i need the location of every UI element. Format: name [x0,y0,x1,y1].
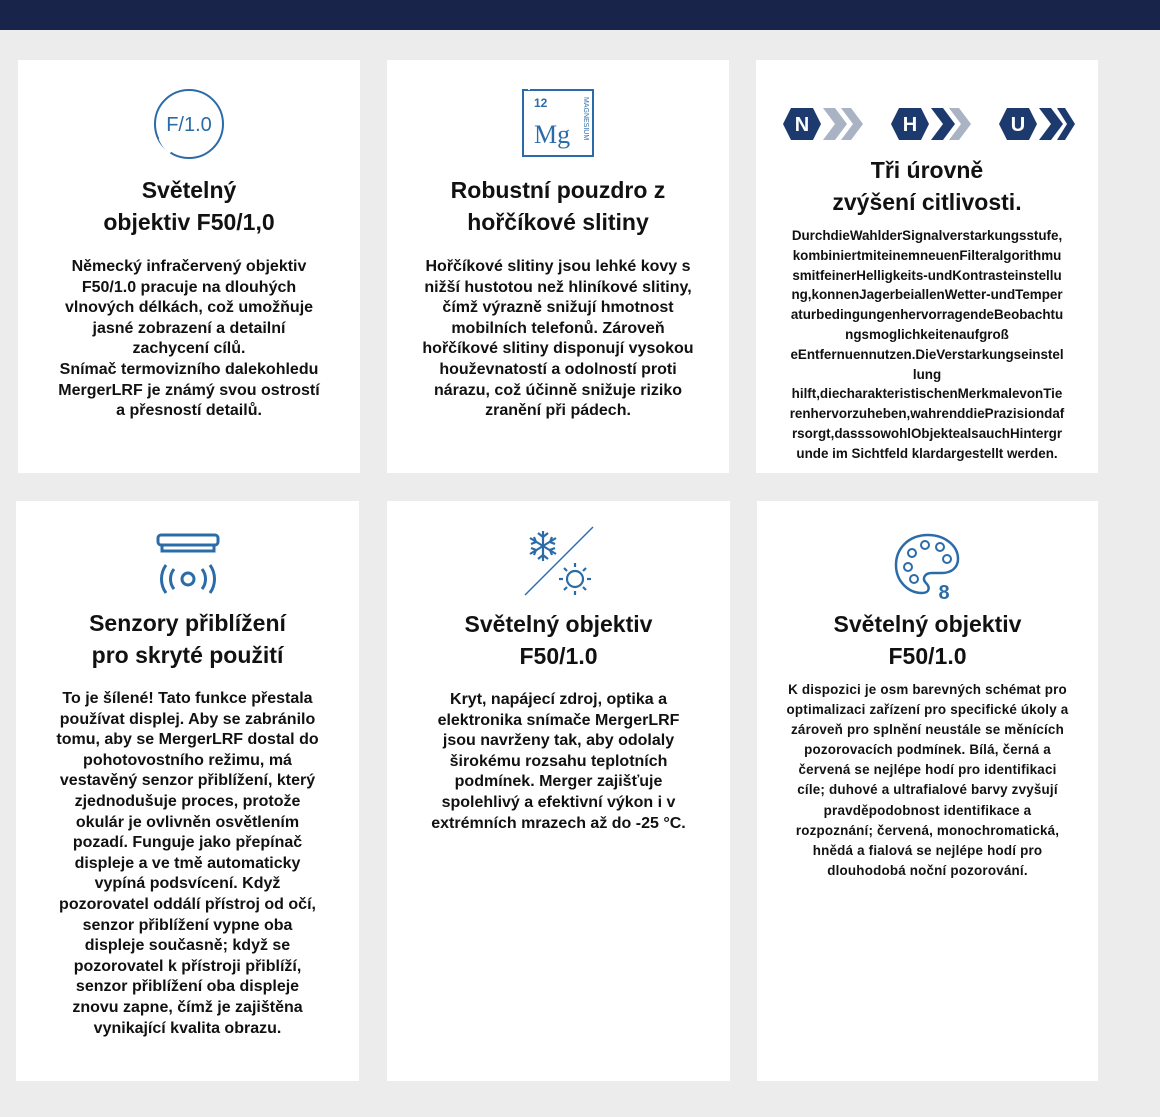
proximity-sensor-icon [16,531,359,595]
card-title: Tři úrovně zvýšení citlivosti. [832,157,1022,215]
feature-card-sensitivity [756,60,1098,473]
card-description: Německý infračervený objektiv F50/1.0 pracuje na dlouhých vlnových délkách, což umožňuje jasné zobrazení a detailní zachycení cílů. Snímač termovizního dalekohledu MergerLRF je známý svou ostrostí a přesností detailů. [58,258,320,420]
palette-count-badge: 8 [937,582,950,604]
level-u-badge [999,108,1075,140]
level-u-label: U [1010,114,1026,136]
feature-card-magnesium [387,60,729,473]
level-n-badge [783,108,863,140]
level-h-badge [891,108,971,140]
element-name: MAGNESIUM [582,97,589,141]
card-description: K dispozici je osm barevných schémat pro optimalizaci zařízení pro specifické úkoly a zároveň pro splnění neustále se měnících pozorovacích podmínek. Bílá, černá a červená se nejlépe hodí pro identifikaci cíle; duhové a ultrafialové barvy zvyšují pravděpodobnost identifikace a rozpoznání; červená, monochromatická, hnědá a fialová se nejlépe hodí pro dlouhodobá noční pozorování. [786,682,1069,878]
f-number-icon [18,86,360,162]
level-h-label: H [902,114,918,136]
level-n-label: N [794,114,810,136]
card-title: Senzory přiblížení pro skryté použití [89,610,286,668]
feature-card-temperature [387,501,730,1081]
card-description: Kryt, napájecí zdroj, optika a elektronika snímače MergerLRF jsou navrženy tak, aby odolaly širokému rozsahu teplotních podmínek. Merger zajišťuje spolehlivý a efektivní výkon i v extrémních mrazech až do -25 °C. [431,691,686,832]
top-header-bar [0,0,1160,30]
feature-card-proximity [16,501,359,1081]
card-title: Světelný objektiv F50/1.0 [833,611,1022,669]
sensitivity-levels-icon [756,104,1098,144]
card-description: DurchdieWahlderSignalverstarkungsstufe, kombiniertmiteinemneuenFilteralgorithmu smitfeinerHelligkeits-undKontrasteinstellu ng,konnenJagerbeiallenWetter-undTemper aturbedingungenhervorragendeBeobachtu ngsmoglichkeitenaufgroß eEntfernuennutzen.DieVerstarkungseinstel lung hilft,diecharakteristischenMerkmalevonTie renhervorzuheben,wahrenddiePrazisiondaf rsorgt,dasssowohlObjektealsauchHintergr unde im Sichtfeld klardargestellt werden. [789,228,1065,461]
f-number-icon-label: F/1.0 [166,114,212,136]
card-title: Robustní pouzdro z hořčíkové slitiny [450,177,666,235]
snowflake-icon [530,531,556,561]
color-palette-icon [757,529,1098,605]
temperature-range-icon [387,523,730,599]
feature-card-palette [757,501,1098,1081]
feature-card-lens [18,60,360,473]
card-title: Světelný objektiv F50/1,0 [103,177,275,235]
card-title: Světelný objektiv F50/1.0 [464,611,653,669]
card-description: To je šílené! Tato funkce přestala používat displej. Aby se zabránilo tomu, aby se MergerLRF dostal do pohotovostního režimu, má vestavěný senzor přiblížení, který zjednodušuje proces, protože okulár je ovlivněn osvětlením pozadí. Funguje jako přepínač displeje a ve tmě automaticky vypíná podsvícení. Když pozorovatel oddálí přístroj od očí, senzor přiblížení vypne oba displeje současně; když se pozorovatel k přístroji přiblíží, senzor přiblížení oba displeje znovu zapne, čímž je zajištěna vynikající kvalita obrazu. [56,690,319,1037]
sun-icon [559,563,591,595]
element-number: 12 [534,96,548,110]
element-symbol: Mg [534,120,571,149]
card-description: Hořčíkové slitiny jsou lehké kovy s nižší hustotou než hliníkové slitiny, čímž výrazně snižují hmotnost mobilních telefonů. Zároveň hořčíkové slitiny disponují vysokou houževnatostí a odolností proti nárazu, což účinně snižuje riziko zranění při pádech. [422,258,694,420]
magnesium-element-icon [387,87,729,159]
